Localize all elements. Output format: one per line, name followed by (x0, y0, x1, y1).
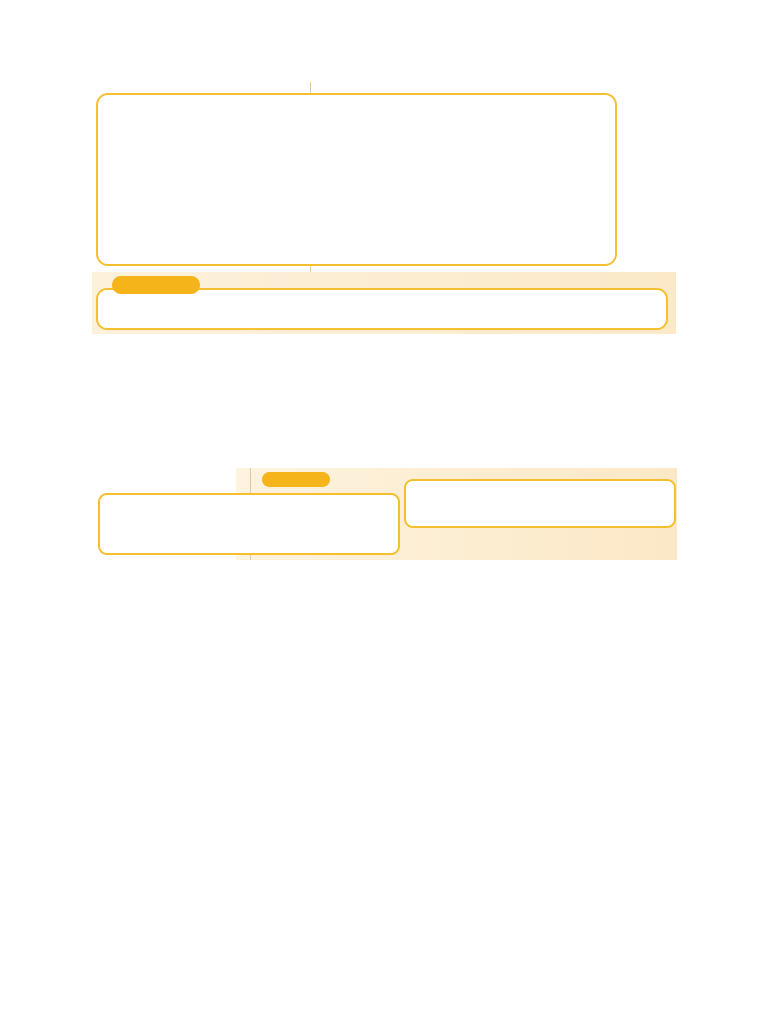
cube-figures (96, 93, 617, 266)
coin-images (98, 493, 400, 555)
example2-tab (262, 472, 330, 487)
example1-tab (112, 276, 200, 294)
example2-question-box (404, 479, 676, 528)
example1-question-box (96, 288, 668, 330)
cube-figure-panel (96, 93, 617, 266)
coin-panel (98, 493, 400, 555)
